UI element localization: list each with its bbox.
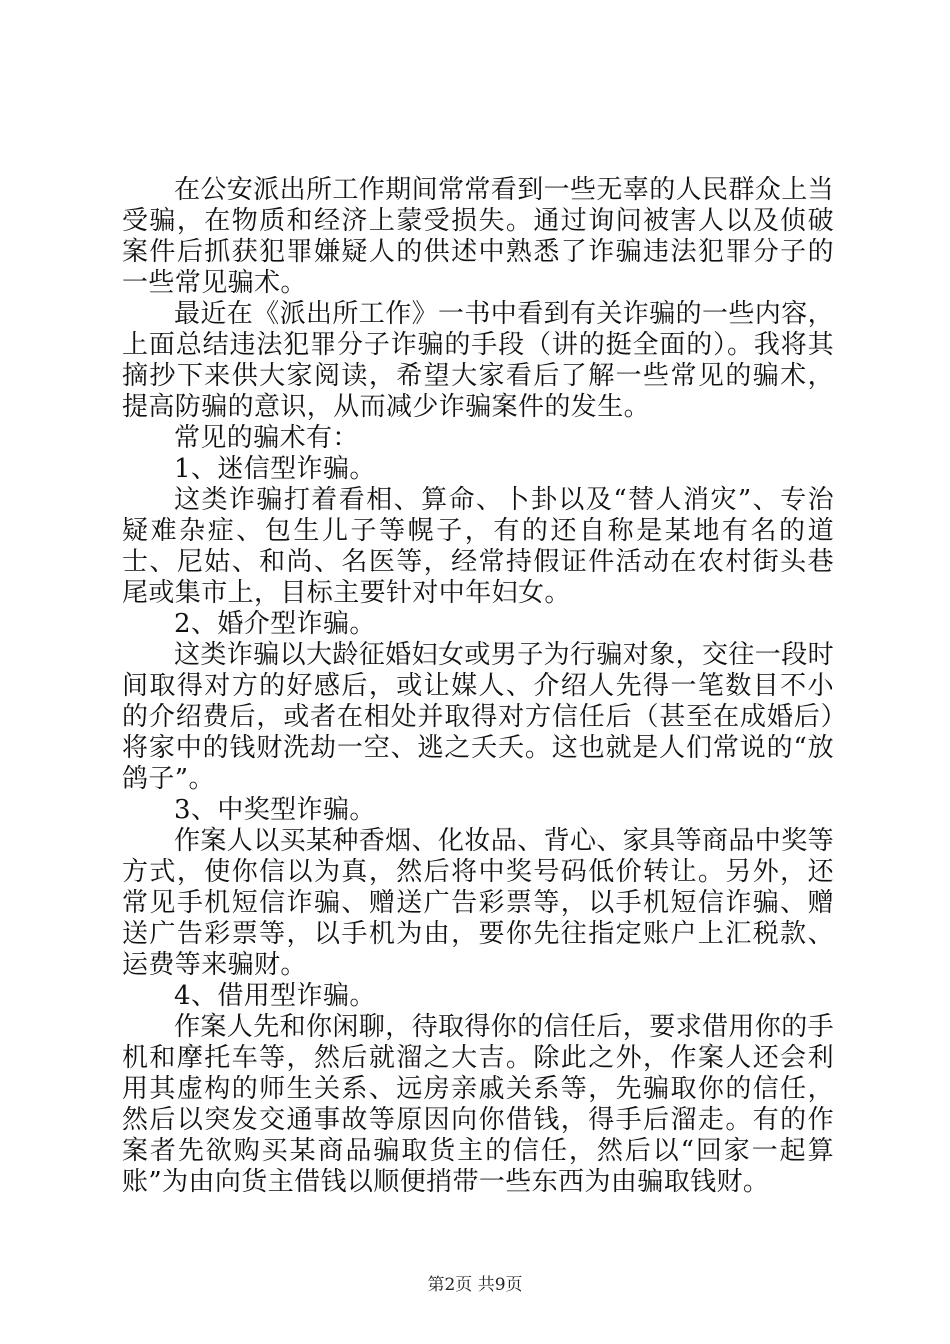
section-heading-borrowing: 4、借用型诈骗。 (174, 981, 376, 1011)
paragraph-matchmaking: 这类诈骗以大龄征婚妇女或男子为行骗对象，交往一段时间取得对方的好感后，或让媒人、介绍人先得一笔数目不小的介绍费后，或者在相处并取得对方信任后（甚至在成婚后）将家中的钱财洗劫一空、逃之夭夭。这也就是人们常说的“放鸽子”。 (122, 640, 835, 794)
section-heading-matchmaking: 2、婚介型诈骗。 (174, 609, 376, 639)
paragraph-prize: 作案人以买某种香烟、化妆品、背心、家具等商品中奖等方式，使你信以为真，然后将中奖号码低价转让。另外，还常见手机短信诈骗、赠送广告彩票等，以手机短信诈骗、赠送广告彩票等，以手机为由，要你先往指定账户上汇税款、运费等来骗财。 (122, 826, 835, 980)
paragraph-borrowing: 作案人先和你闲聊，待取得你的信任后，要求借用你的手机和摩托车等，然后就溜之大吉。除此之外，作案人还会利用其虚构的师生关系、远房亲戚关系等，先骗取你的信任，然后以突发交通事故等原因向你借钱，得手后溜走。有的作案者先欲购买某商品骗取货主的信任，然后以“回家一起算账”为由向货主借钱以顺便捎带一些东西为由骗取钱财。 (122, 1012, 835, 1197)
document-body (122, 175, 834, 1198)
paragraph-source: 最近在《派出所工作》一书中看到有关诈骗的一些内容，上面总结违法犯罪分子诈骗的手段（讲的挺全面的）。我将其摘抄下来供大家阅读，希望大家看后了解一些常见的骗术，提高防骗的意识，从而减少诈骗案件的发生。 (122, 299, 835, 422)
section-heading-superstition: 1、迷信型诈骗。 (174, 454, 376, 484)
paragraph-intro: 在公安派出所工作期间常常看到一些无辜的人民群众上当受骗，在物质和经济上蒙受损失。通过询问被害人以及侦破案件后抓获犯罪嫌疑人的供述中熟悉了诈骗违法犯罪分子的一些常见骗术。 (122, 175, 835, 298)
section-heading-prize: 3、中奖型诈骗。 (174, 795, 376, 825)
page-number-footer: 第2页 共9页 (427, 1275, 523, 1295)
paragraph-superstition: 这类诈骗打着看相、算命、卜卦以及“替人消灾”、专治疑难杂症、包生儿子等幌子，有的还自称是某地有名的道士、尼姑、和尚、名医等，经常持假证件活动在农村街头巷尾或集市上，目标主要针对中年妇女。 (122, 485, 834, 608)
paragraph-list-heading: 常见的骗术有： (174, 423, 359, 453)
